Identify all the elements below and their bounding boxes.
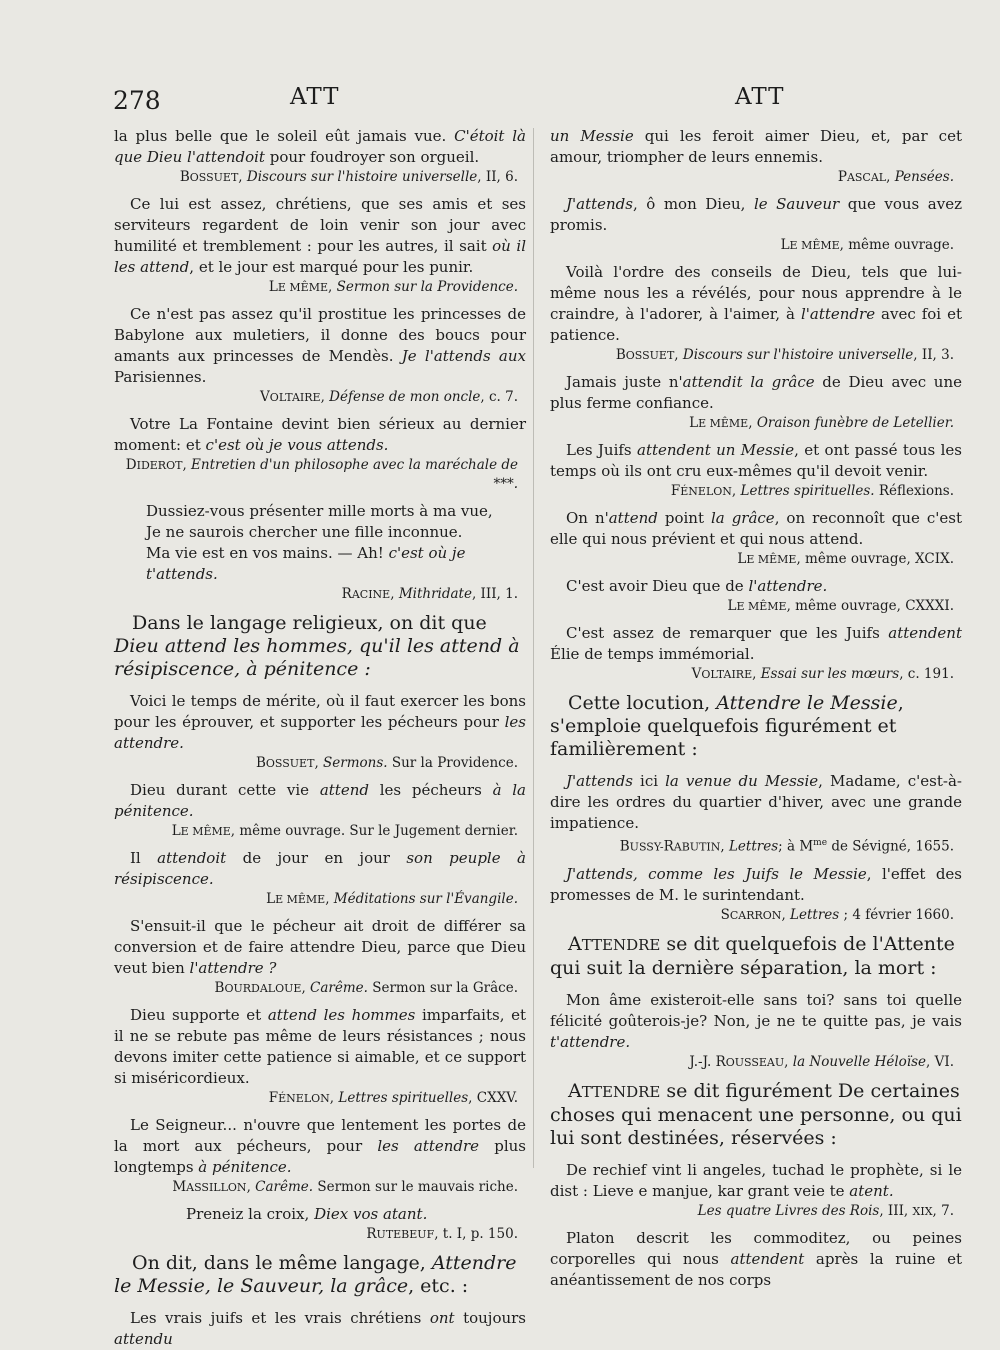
citation-source: RUTEBEUF, t. I, p. 150. [366,1226,518,1242]
quotation: C'est avoir Dieu que de l'attendre. [566,577,828,595]
verse-line: Je ne saurois chercher une fille inconnue. [146,523,463,541]
citation-source: PASCAL, Pensées. [837,169,954,185]
quotation: Dieu durant cette vie attend les pécheurs à la pénitence. [114,781,527,820]
citation-source: RACINE, Mithridate, III, 1. [341,586,518,602]
quotation: De rechief vint li angeles, tuchad le prophète, si le dist : Lieve e manjue, kar grant veie te atent. [550,1160,962,1200]
column-left [114,126,526,1350]
citation-source: LE MÊME, Méditations sur l'Évangile. [266,891,518,907]
quotation: Ce n'est pas assez qu'il prostitue les princesses de Babylone aux muletiers, il donne des boucs pour amants aux princesses de Mendès. Je l'attends aux Parisiennes. [114,305,526,386]
citation-source: MASSILLON, Carême. Sermon sur le mauvais riche. [172,1179,518,1195]
quotation: Le Seigneur... n'ouvre que lentement les portes de la mort aux pécheurs, pour les attendre plus longtemps à pénitence. [114,1116,526,1176]
citation-source: SCARRON, Lettres ; 4 février 1660. [720,906,954,923]
citation-source: LE MÊME, même ouvrage. [780,237,954,253]
citation-source: BOSSUET, Sermons. Sur la Providence. [255,755,518,771]
citation-source: LE MÊME, Oraison funèbre de Letellier. [689,415,954,431]
quotation: S'ensuit-il que le pécheur ait droit de différer sa conversion et de faire attendre Dieu, parce que Dieu veut bien l'attendre ? [114,917,526,977]
quotation: un Messie qui les feroit aimer Dieu, et, par cet amour, triompher de leurs ennemis. [550,127,962,166]
citation-source: BOSSUET, Discours sur l'histoire universelle, II, 3. [615,347,954,363]
verse-quotation [114,501,526,585]
quotation: Mon âme existeroit-elle sans toi? sans toi quelle félicité goûterois-je? Non, je ne te quitte pas, je vais t'attendre. [550,990,962,1051]
citation-source: FÉNELON, Lettres spirituelles, CXXV. [268,1090,518,1106]
citation-source: Les quatre Livres des Rois, III, XIX, 7. [697,1202,954,1219]
page-number: 278 [113,86,161,115]
quotation: Voici le temps de mérite, où il faut exercer les bons pour les éprouver, et supporter les pécheurs pour les attendre. [114,692,526,752]
quotation: Les vrais juifs et les vrais chrétiens ont toujours attendu [114,1309,527,1348]
header-right: ATT [735,84,785,110]
citation-source: DIDEROT, Entretien d'un philosophe avec la maréchale de ***. [125,457,518,492]
quotation: Votre La Fontaine devint bien sérieux au dernier moment: et c'est où je vous attends. [114,415,526,454]
citation-source: LE MÊME, même ouvrage, XCIX. [737,551,954,567]
verse-line: Ma vie est en vos mains. — Ah! c'est où je t'attends. [146,544,466,583]
usage-heading: ATTENDRE se dit quelquefois de l'Attente qui suit la dernière séparation, la mort : [550,932,955,979]
citation-source: FÉNELON, Lettres spirituelles. Réflexions. [670,483,954,499]
citation-source: VOLTAIRE, Défense de mon oncle, c. 7. [260,389,518,405]
citation-source: BOURDALOUE, Carême. Sermon sur la Grâce. [214,980,518,996]
citation-source: LE MÊME, Sermon sur la Providence. [268,279,518,295]
header-left: ATT [290,84,340,110]
usage-heading: Dans le langage religieux, on dit que Dieu attend les hommes, qu'il les attend à résipiscence, à pénitence : [114,612,520,680]
quotation: Jamais juste n'attendit la grâce de Dieu avec une plus ferme confiance. [550,373,963,412]
quotation: Dieu supporte et attend les hommes imparfaits, et il ne se rebute pas même de leurs résistances ; nous devons imiter cette patience si aimable, et ce support si miséricordieux. [114,1006,526,1087]
quotation: Ce lui est assez, chrétiens, que ses amis et ses serviteurs regardent de loin venir son jour avec humilité et tremblement : pour les autres, il sait où il les attend, et le jour est marqué pour les punir. [114,195,526,276]
usage-heading: On dit, dans le même langage, Attendre le Messie, le Sauveur, la grâce, etc. : [114,1252,517,1297]
quotation: Les Juifs attendent un Messie, et ont passé tous les temps où ils ont cru eux-mêmes qu'il devoit venir. [550,441,962,480]
citation-source: LE MÊME, même ouvrage. Sur le Jugement dernier. [171,823,518,839]
column-divider [533,128,534,1168]
citation-source: BUSSY-RABUTIN, Lettres; à $M^{me}$ de Sévigné, 1655. [619,838,954,855]
quotation: Il attendoit de jour en jour son peuple à résipiscence. [114,849,526,888]
citation-source: VOLTAIRE, Essai sur les mœurs, c. 191. [691,666,954,682]
citation-source: BOSSUET, Discours sur l'histoire universelle, II, 6. [179,169,518,185]
quotation: J'attends, comme les Juifs le Messie, l'effet des promesses de M. le surintendant. [550,864,962,904]
usage-heading: Cette locution, Attendre le Messie, s'emploie quelquefois figurément et familièrement : [550,692,904,760]
quotation: On n'attend point la grâce, on reconnoît que c'est elle qui nous prévient et qui nous attend. [550,509,962,548]
quotation: Platon descrit les commoditez, ou peines corporelles qui nous attendent après la ruine et anéantissement de nos corps [550,1228,962,1289]
quotation: Preneiz la croix, Diex vos atant. [186,1205,428,1223]
quotation: C'est assez de remarquer que les Juifs attendent Élie de temps immémorial. [550,624,962,663]
column-right [550,126,962,1291]
quotation: J'attends ici la venue du Messie, Madame, c'est-à-dire les ordres du quartier d'hiver, avec une grande impatience. [550,772,962,832]
usage-heading: ATTENDRE se dit figurément De certaines choses qui menacent une personne, ou qui lui sont destinées, réservées : [550,1079,962,1149]
quotation: la plus belle que le soleil eût jamais vue. C'étoit là que Dieu l'attendoit pour foudroyer son orgueil. [114,127,526,166]
citation-source: LE MÊME, même ouvrage, CXXXI. [727,598,954,614]
quotation: Voilà l'ordre des conseils de Dieu, tels que lui-même nous les a révélés, pour nous apprendre à le craindre, à l'adorer, à l'aimer, à l'attendre avec foi et patience. [550,263,962,344]
verse-line: Dussiez-vous présenter mille morts à ma vue, [146,502,493,520]
citation-source: J.-J. ROUSSEAU, la Nouvelle Héloïse, VI. [689,1053,954,1070]
quotation: J'attends, ô mon Dieu, le Sauveur que vous avez promis. [550,195,962,234]
